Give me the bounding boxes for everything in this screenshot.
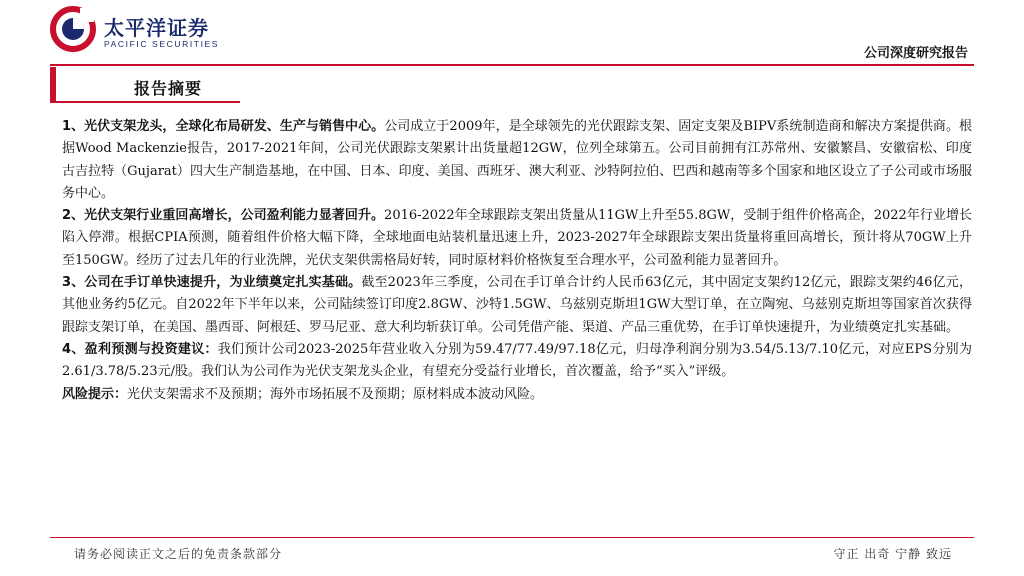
paragraph-text: 2016-2022年全球跟踪支架出货量从11GW上升至55.8GW，受制于组件价格高企，2022年行业增长陷入停滞。根据CPIA预测，随着组件价格大幅下降，全球地面电站装机量迅速上升，2023-2027年全球跟踪支架出货量将重回高增长，预计将从70GW上升至150GW。经历了过去几年的行业洗牌，光伏支架供需格局好转，同时原材料价格恢复至合理水平，公司盈利能力显著回升。 (62, 208, 972, 268)
brand-name-en: PACIFIC SECURITIES (104, 39, 220, 49)
paragraph-text: 公司成立于2009年，是全球领先的光伏跟踪支架、固定支架及BIPV系统制造商和解决方案提供商。根据Wood Mackenzie报告，2017-2021年间，公司光伏跟踪支架累计出货量超12GW，位列全球第五。公司目前拥有江苏常州、安徽繁昌、安徽宿松、印度古吉拉特（Gujarat）四大生产制造基地，在中国、日本、印度、美国、西班牙、澳大利亚、沙特阿拉伯、巴西和越南等多个国家和地区设立了子公司或市场服务中心。 (62, 119, 972, 201)
paragraph-lead: 3、公司在手订单快速提升，为业绩奠定扎实基础。 (62, 275, 362, 291)
paragraph-text: 截至2023年三季度，公司在手订单合计约人民币63亿元，其中固定支架约12亿元，跟踪支架约46亿元，其他业务约5亿元。自2022年下半年以来，公司陆续签订印度2.8GW、沙特1.5GW、乌兹别克斯坦1GW大型订单，在立陶宛、乌兹别克斯坦等国家首次获得跟踪支架订单，在美国、墨西哥、阿根廷、罗马尼亚、意大利均斩获订单。公司凭借产能、渠道、产品三重优势，在手订单快速提升，为业绩奠定扎实基础。 (62, 275, 972, 335)
paragraph-lead: 4、盈利预测与投资建议： (62, 341, 218, 357)
summary-paragraph (62, 116, 972, 205)
risk-paragraph (62, 384, 972, 406)
section-underline (50, 101, 240, 103)
header-divider (50, 64, 974, 66)
paragraph-lead: 2、光伏支架行业重回高增长，公司盈利能力显著回升。 (62, 208, 385, 224)
paragraph-text: 我们预计公司2023-2025年营业收入分别为59.47/77.49/97.18亿元，归母净利润分别为3.54/5.13/7.10亿元，对应EPS分别为2.61/3.78/5.23元/股。我们认为公司作为光伏支架龙头企业，有望充分受益行业增长，首次覆盖，给予“买入”评级。 (62, 341, 972, 380)
paragraph-text: 光伏支架需求不及预期；海外市场拓展不及预期；原材料成本波动风险。 (127, 386, 544, 402)
report-type: 公司深度研究报告 (863, 46, 968, 61)
paragraph-lead: 1、光伏支架龙头，全球化布局研发、生产与销售中心。 (62, 119, 385, 134)
summary-paragraph (62, 205, 972, 272)
paragraph-lead: 风险提示： (62, 386, 128, 402)
section-marker (50, 67, 56, 103)
brand-name-cn: 太平洋证券 (104, 16, 209, 40)
footer-disclaimer: 请务必阅读正文之后的免责条款部分 (74, 547, 283, 561)
pacific-securities-logo-icon (50, 6, 96, 52)
footer-motto: 守正 出奇 宁静 致远 (833, 547, 952, 561)
summary-paragraph (62, 339, 972, 384)
summary-paragraph (62, 272, 972, 339)
footer-divider (50, 537, 974, 538)
section-title: 报告摘要 (134, 79, 203, 98)
summary-body (62, 116, 972, 406)
